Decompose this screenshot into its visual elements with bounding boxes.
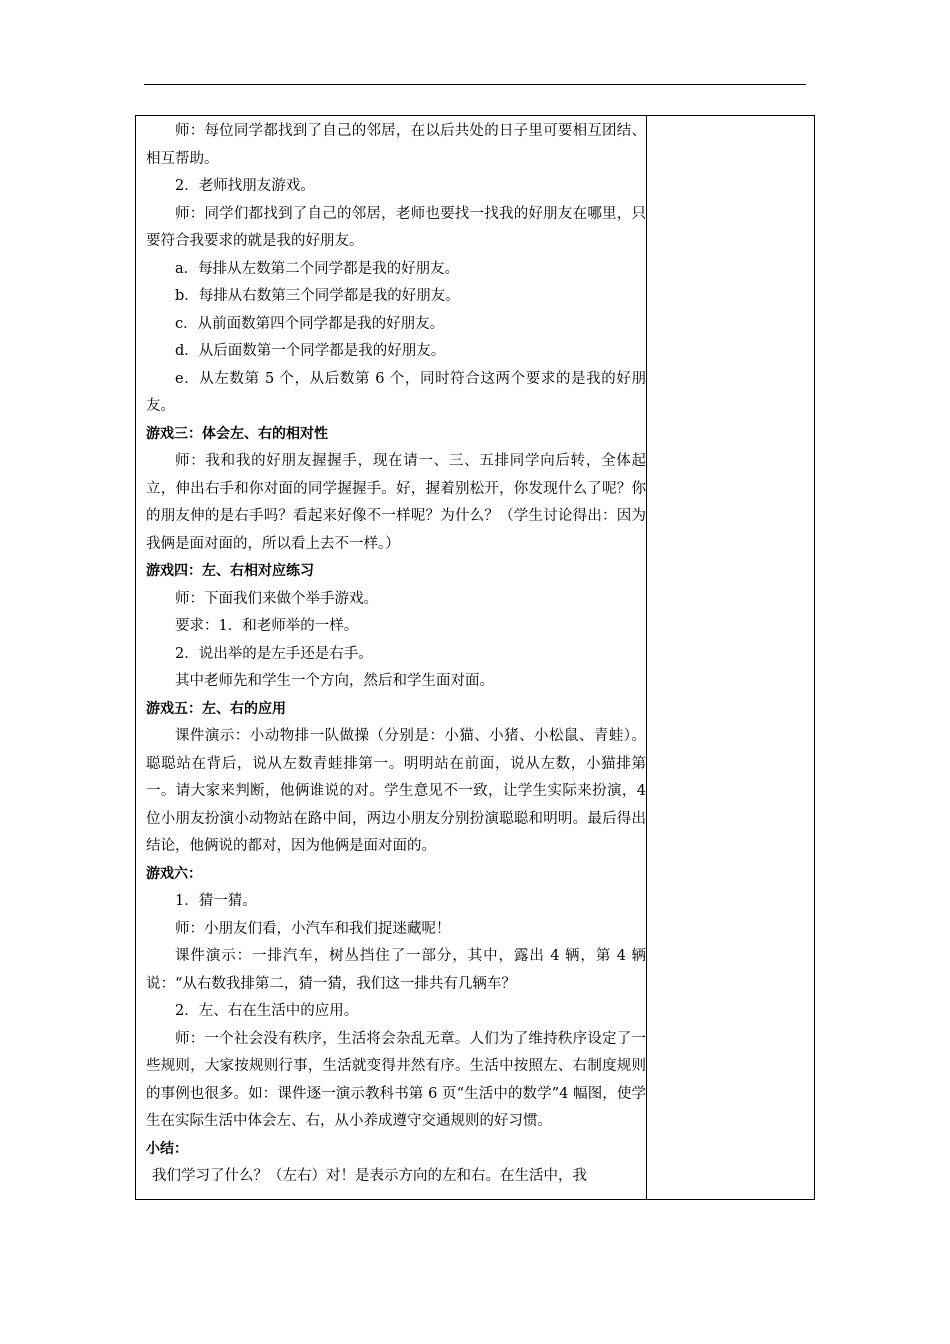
section-heading: 小结： xyxy=(146,1140,188,1157)
lesson-content xyxy=(146,118,646,1191)
paragraph: 1．猜一猜。 xyxy=(175,893,257,909)
header-rule xyxy=(144,84,806,85)
section-heading: 游戏五：左、右的应用 xyxy=(146,700,286,717)
section-heading: 游戏四：左、右相对应练习 xyxy=(146,563,314,579)
paragraph: 师：小朋友们看，小汽车和我们捉迷藏呢！ xyxy=(175,920,451,937)
list-item: c．从前面数第四个同学都是我的好朋友。 xyxy=(175,315,445,332)
paragraph: 2．左、右在生活中的应用。 xyxy=(175,1003,359,1019)
list-item: a．每排从左数第二个同学都是我的好朋友。 xyxy=(175,260,460,277)
paragraph: 课件演示：一排汽车，树丛挡住了一部分，其中，露出 4 辆，第 4 辆说：“从右数我排第二，猜一猜，我们这一排共有几辆车？ xyxy=(146,948,646,992)
paragraph: 要求：1．和老师举的一样。 xyxy=(175,618,359,634)
paragraph: 师：一个社会没有秩序，生活将会杂乱无章。人们为了维持秩序设定了一些规则，大家按规则行事，生活就变得井然有序。生活中按照左、右制度规则的事例也很多。如：课件逐一演示教科书第 6 页“生活中的数学”4 幅图，使学生在实际生活中体会左、右，从小养成遵守交通规则的好习惯。 xyxy=(146,1030,646,1129)
paragraph: 2．老师找朋友游戏。 xyxy=(175,178,315,194)
paragraph: 师：我和我的好朋友握握手，现在请一、三、五排同学向后转，全体起立，伸出右手和你对面的同学握握手。好，握着别松开，你发现什么了呢？你的朋友伸的是右手吗？看起来好像不一样呢？为什么？（学生讨论得出：因为我俩是面对面的，所以看上去不一样。） xyxy=(146,453,646,552)
list-item: b．每排从右数第三个同学都是我的好朋友。 xyxy=(175,288,460,304)
section-heading: 游戏三：体会左、右的相对性 xyxy=(146,425,328,442)
paragraph: 课件演示：小动物排一队做操（分别是：小猫、小猪、小松鼠、青蛙）。聪聪站在背后，说从左数青蛙排第一。明明站在前面，说从左数，小猫排第一。请大家来判断，他俩谁说的对。学生意见不一致，让学生实际来扮演，4 位小朋友扮演小动物站在路中间，两边小朋友分别扮演聪聪和明明。最后得出结论，他俩说的都对，因为他俩是面对面的。 xyxy=(146,728,646,854)
list-item: e．从左数第 5 个，从后数第 6 个，同时符合这两个要求的是我的好朋友。 xyxy=(146,370,646,414)
list-item: d．从后面数第一个同学都是我的好朋友。 xyxy=(175,343,446,359)
notes-cell xyxy=(647,116,814,1199)
lesson-table xyxy=(135,115,815,1200)
section-heading: 游戏六： xyxy=(146,865,202,882)
paragraph: 2．说出举的是左手还是右手。 xyxy=(175,645,373,662)
paragraph: 其中老师先和学生一个方向，然后和学生面对面。 xyxy=(175,673,494,689)
paragraph: 师：下面我们来做个举手游戏。 xyxy=(175,590,378,607)
paragraph: 师：同学们都找到了自己的邻居，老师也要找一找我的好朋友在哪里，只要符合我要求的就是我的好朋友。 xyxy=(146,205,646,249)
paragraph: 师：每位同学都找到了自己的邻居，在以后共处的日子里可要相互团结、相互帮助。 xyxy=(146,123,646,167)
paragraph: 我们学习了什么？（左右）对！是表示方向的左和右。在生活中，我 xyxy=(152,1168,587,1184)
